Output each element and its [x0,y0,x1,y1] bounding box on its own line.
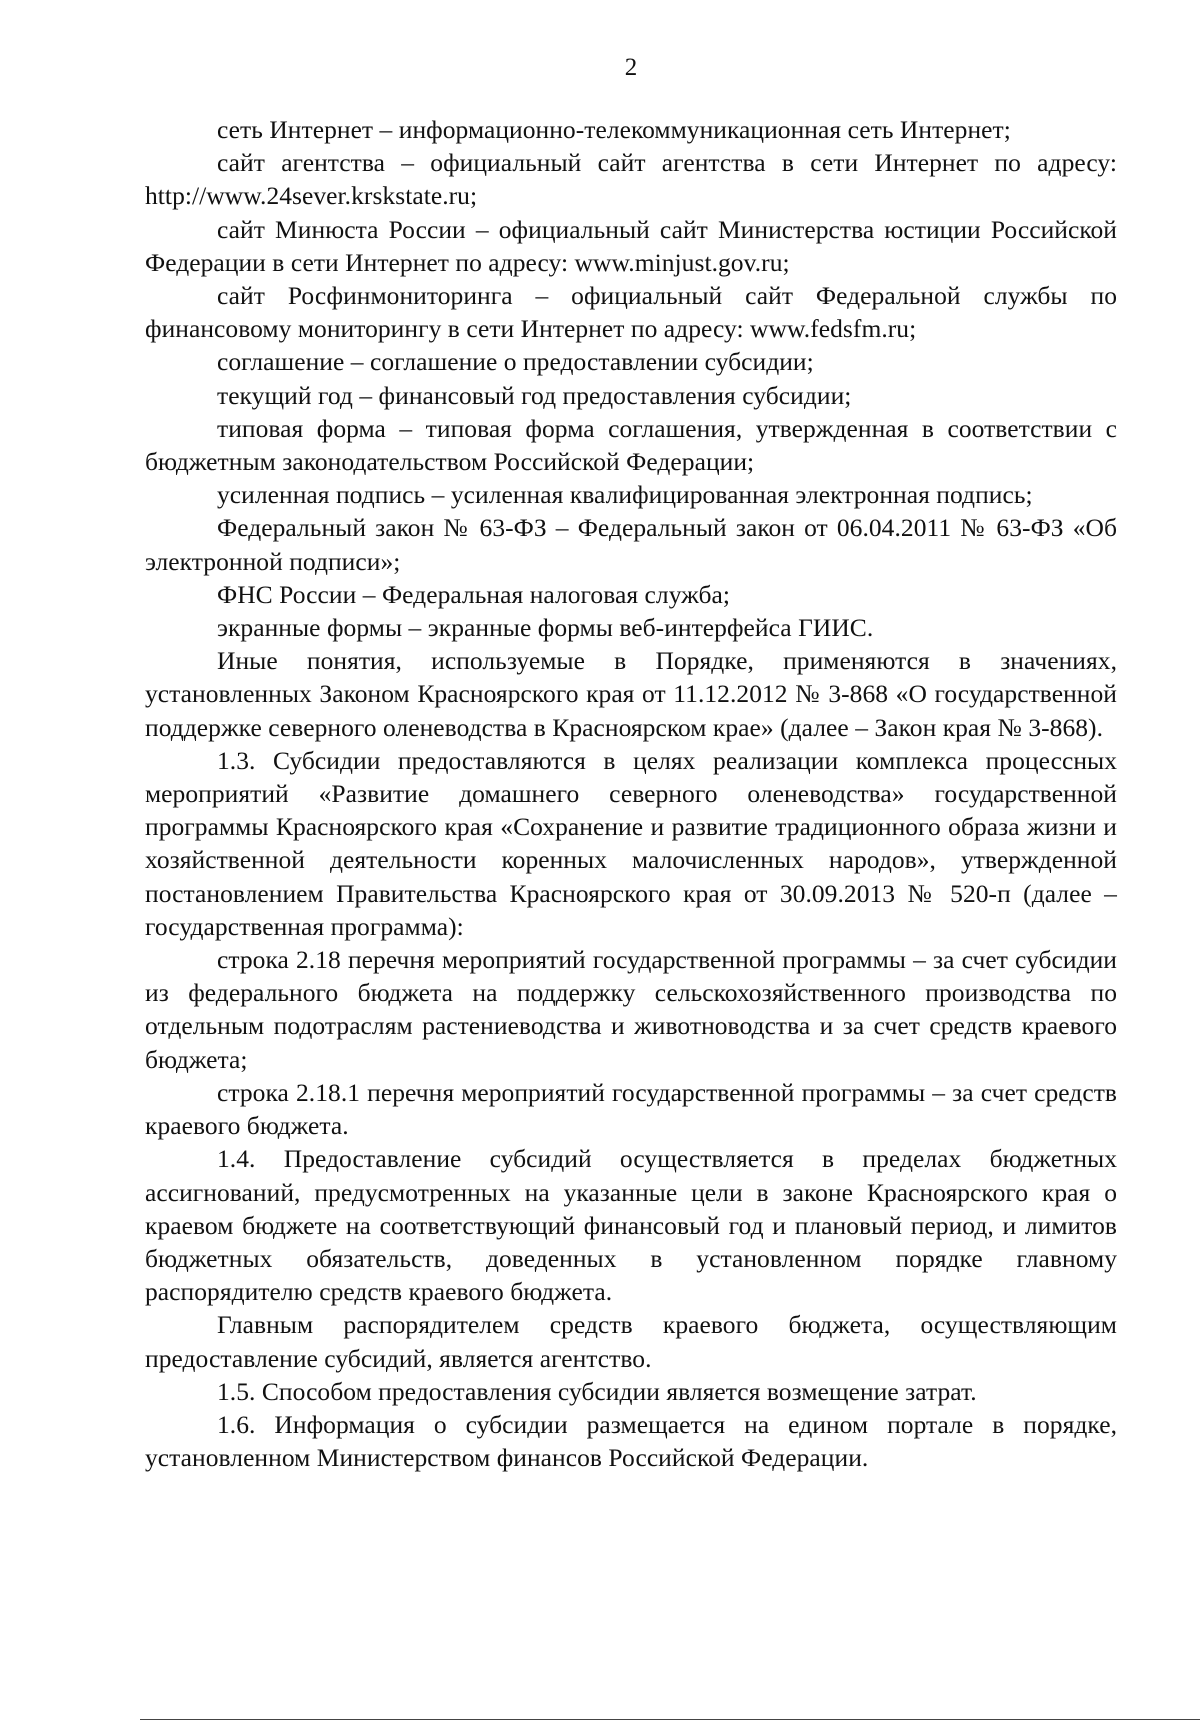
paragraph: соглашение – соглашение о предоставлении субсидии; [217,347,814,377]
paragraph: сайт Минюста России – официальный сайт Министерства юстиции Российской Федерации в сети Интернет по адресу: www.minjust.gov.ru; [145,214,1117,277]
document-body [145,113,1117,1474]
paragraph: Иные понятия, используемые в Порядке, применяются в значениях, установленных Законом Красноярского края от 11.12.2012 № 3-868 «О государственной поддержке северного оленеводства в Красноярском крае» (далее – Закон края № 3-868). [145,646,1117,742]
paragraph: сайт Росфинмониторинга – официальный сайт Федеральной службы по финансовому мониторингу в сети Интернет по адресу: www.fedsfm.ru; [145,281,1117,344]
paragraph-section-1-6: 1.6. Информация о субсидии размещается на едином портале в порядке, установленном Министерством финансов Российской Федерации. [145,1409,1117,1473]
paragraph-section-1-5: 1.5. Способом предоставления субсидии является возмещение затрат. [217,1376,977,1406]
paragraph: ФНС России – Федеральная налоговая служба; [217,579,731,609]
page-number: 2 [624,54,638,81]
paragraph: Главным распорядителем средств краевого бюджета, осуществляющим предоставление субсидий, является агентство. [145,1310,1117,1373]
paragraph: сайт агентства – официальный сайт агентства в сети Интернет по адресу: http://www.24sever.krskstate.ru; [145,148,1117,211]
paragraph: строка 2.18.1 перечня мероприятий государственной программы – за счет средств краевого бюджета. [145,1077,1117,1141]
paragraph: усиленная подпись – усиленная квалифицированная электронная подпись; [217,480,1033,510]
paragraph: типовая форма – типовая форма соглашения, утвержденная в соответствии с бюджетным законодательством Российской Федерации; [145,413,1117,477]
paragraph: сеть Интернет – информационно-телекоммуникационная сеть Интернет; [217,115,1011,144]
paragraph: Федеральный закон № 63-ФЗ – Федеральный закон от 06.04.2011 № 63-ФЗ «Об электронной подписи»; [145,513,1117,576]
paragraph: строка 2.18 перечня мероприятий государственной программы – за счет субсидии из федерального бюджета на поддержку сельскохозяйственного производства по отдельным подотраслям растениеводства и животноводства и за счет средств краевого бюджета; [145,945,1117,1074]
paragraph-section-1-4: 1.4. Предоставление субсидий осуществляется в пределах бюджетных ассигнований, предусмотренных на указанные цели в законе Красноярского края о краевом бюджете на соответствующий финансовый год и плановый период, и лимитов бюджетных обязательств, доведенных в установленном порядке главному распорядителю средств краевого бюджета. [145,1144,1117,1307]
paragraph-section-1-3: 1.3. Субсидии предоставляются в целях реализации комплекса процессных мероприятий «Развитие домашнего северного оленеводства» государственной программы Красноярского края «Сохранение и развитие традиционного образа жизни и хозяйственной деятельности коренных малочисленных народов», утвержденной постановлением Правительства Красноярского края от 30.09.2013 № 520-п (далее – государственная программа): [145,745,1117,941]
bottom-divider [140,1719,1200,1720]
paragraph: текущий год – финансовый год предоставления субсидии; [217,380,852,410]
paragraph: экранные формы – экранные формы веб-интерфейса ГИИС. [217,613,874,643]
